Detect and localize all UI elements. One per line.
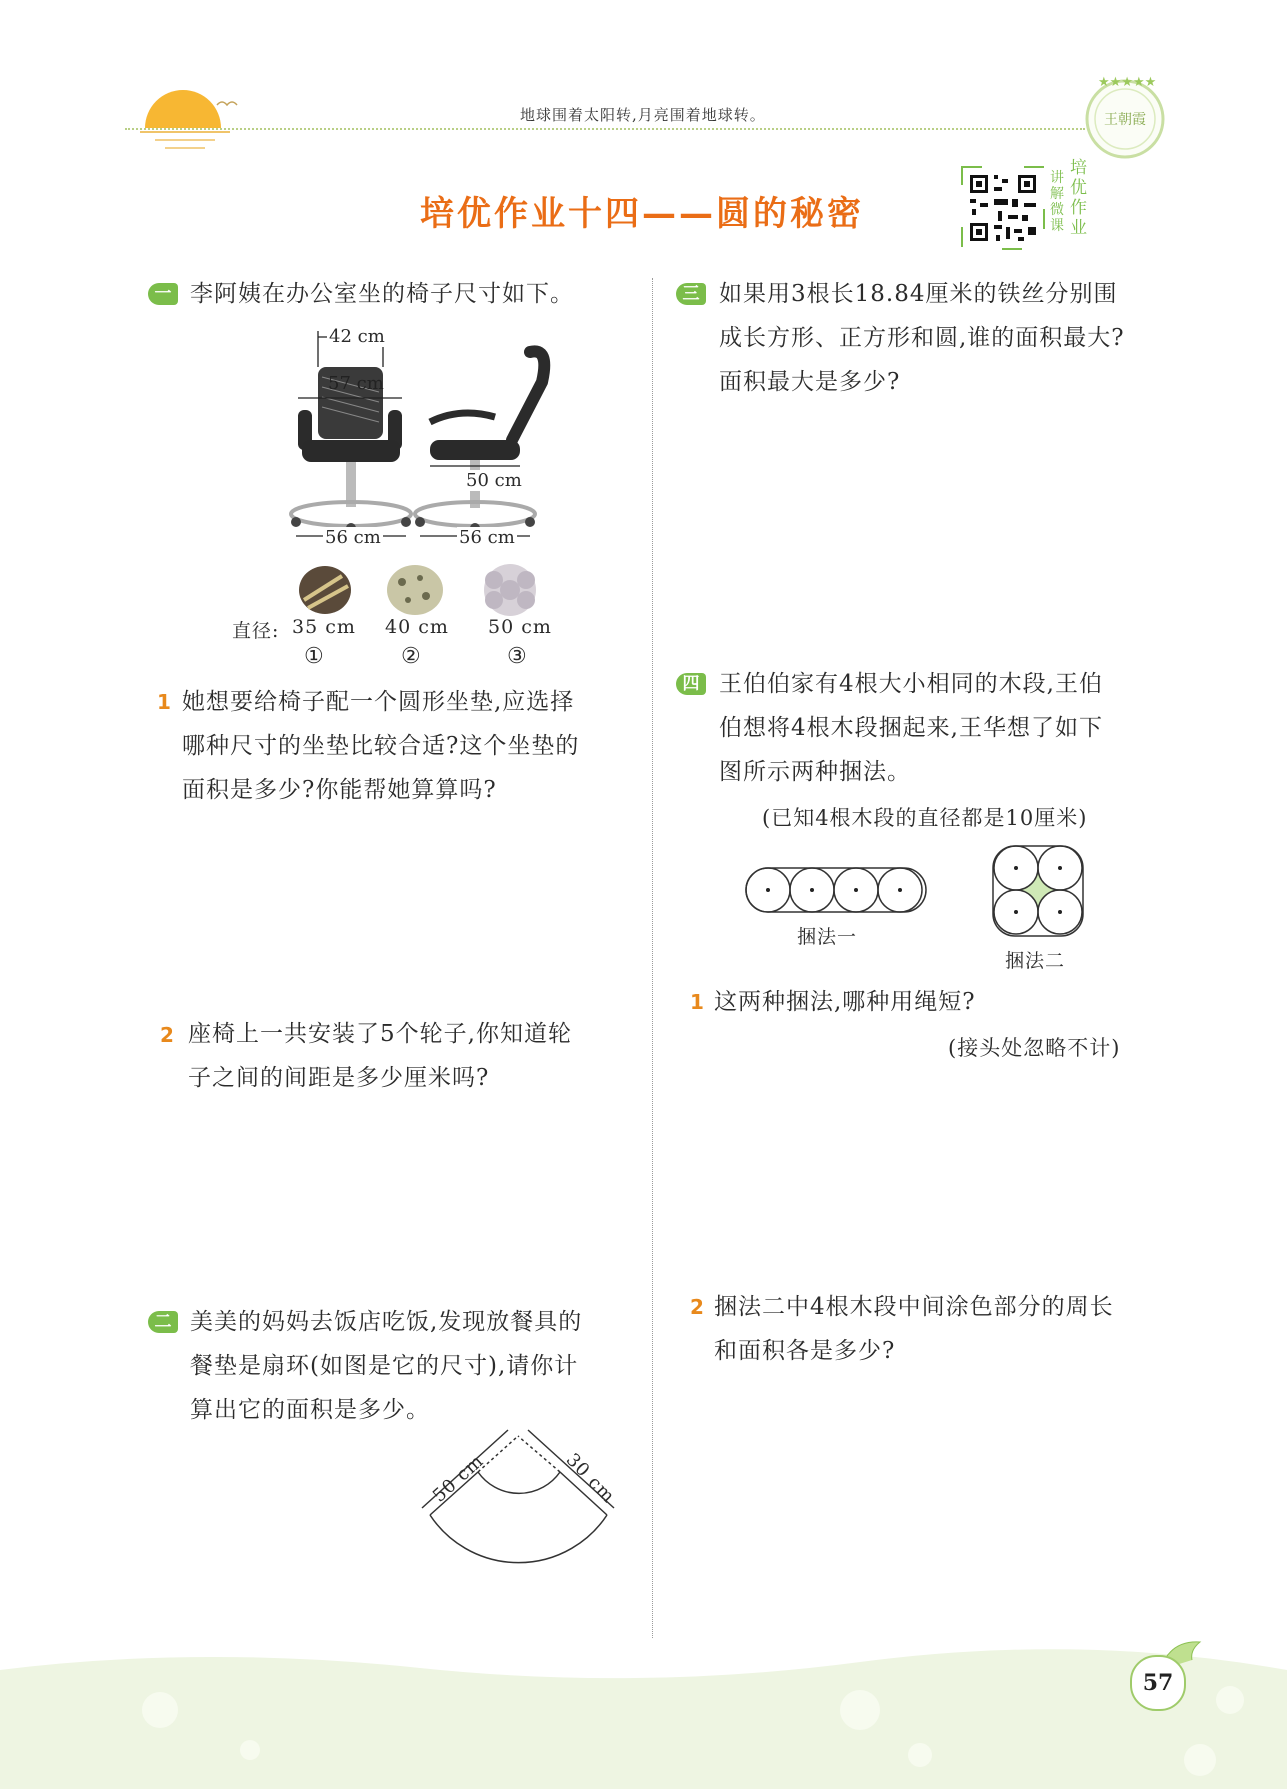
text-line: 她想要给椅子配一个圆形坐垫,应选择 [182,689,575,715]
fan-dim-right: 30 cm [561,1449,620,1508]
text-line: 面积是多少?你能帮她算算吗? [182,777,497,803]
dim-base-right-label: 56 cm [459,527,515,548]
section-badge-1: 一 [148,283,178,305]
cushion-images [290,562,540,618]
bottom-wave-decoration [0,1640,1287,1789]
qr-label-right: 培优作业 [1070,158,1087,238]
svg-text:★★★★★: ★★★★★ [1098,75,1157,90]
section4-q2-number: 2 [690,1295,704,1319]
cushion-diameter-prefix: 直径: [232,620,280,642]
section-badge-4: 四 [676,673,706,695]
q1-number: 1 [157,690,171,714]
section4-text [719,662,1179,794]
bird-icon [215,95,245,115]
section4-q2 [714,1285,1174,1373]
text-line: 如果用3根长18.84厘米的铁丝分别围 [719,281,1118,307]
text-line: 哪种尺寸的坐垫比较合适?这个坐垫的 [182,733,580,759]
text-line: 成长方形、正方形和圆,谁的面积最大? [719,325,1125,351]
page-number: 57 [1130,1655,1186,1711]
text-line: 捆法二中4根木段中间涂色部分的周长 [714,1294,1114,1320]
office-chair-illustration [280,322,570,552]
page-title: 培优作业十四——圆的秘密 [420,194,864,234]
dim-top-label: 42 cm [329,326,385,347]
header-tagline: 地球围着太阳转,月亮围着地球转。 [520,106,766,124]
text-line: 图所示两种捆法。 [719,759,911,785]
method2-label: 捆法二 [1005,950,1066,972]
section4-note: (已知4根木段的直径都是10厘米) [762,806,1088,830]
section1-q2 [188,1012,648,1100]
bundling-diagram [740,840,1100,950]
cushion-2-num: ② [401,644,422,669]
text-line: 和面积各是多少? [714,1338,896,1364]
method1-label: 捆法一 [797,926,858,948]
q2-number: 2 [160,1023,174,1047]
text-line: 算出它的面积是多少。 [190,1397,430,1423]
text-line: 餐垫是扇环(如图是它的尺寸),请你计 [190,1353,579,1379]
section2-text [190,1300,650,1432]
text-line: 美美的妈妈去饭店吃饭,发现放餐具的 [190,1309,583,1335]
text-line: 面积最大是多少? [719,369,901,395]
qr-label-left: 讲解微课 [1050,170,1064,234]
logo-text: 王朝霞 [1104,112,1146,128]
cushion-3-num: ③ [507,644,528,669]
text-line: 王伯伯家有4根大小相同的木段,王伯 [719,671,1103,697]
fan-dim-left: 50 cm [428,1450,489,1507]
text-line: 子之间的间距是多少厘米吗? [188,1065,490,1091]
section1-intro: 李阿姨在办公室坐的椅子尺寸如下。 [190,281,574,307]
dim-seat-width-label: 57 cm [328,373,384,394]
cushion-1-size: 35 cm [292,616,356,638]
qr-code[interactable] [958,163,1048,253]
text-line: 伯想将4根木段捆起来,王华想了如下 [719,715,1103,741]
section-badge-3: 三 [676,283,706,305]
sun-icon [135,78,235,153]
dim-base-left-label: 56 cm [325,527,381,548]
section4-q1-note: (接头处忽略不计) [948,1036,1121,1060]
header-divider [125,128,1085,130]
section-badge-2: 二 [148,1311,178,1333]
section1-q1 [182,680,642,812]
text-line: 座椅上一共安装了5个轮子,你知道轮 [188,1021,572,1047]
cushion-1-num: ① [304,644,325,669]
cushion-3-size: 50 cm [488,616,552,638]
cushion-2-size: 40 cm [385,616,449,638]
section4-q1: 这两种捆法,哪种用绳短? [714,989,976,1015]
section4-q1-number: 1 [690,990,704,1014]
section3-text [719,272,1179,404]
dim-seat-depth-label: 50 cm [466,470,522,491]
column-divider [652,278,653,1638]
